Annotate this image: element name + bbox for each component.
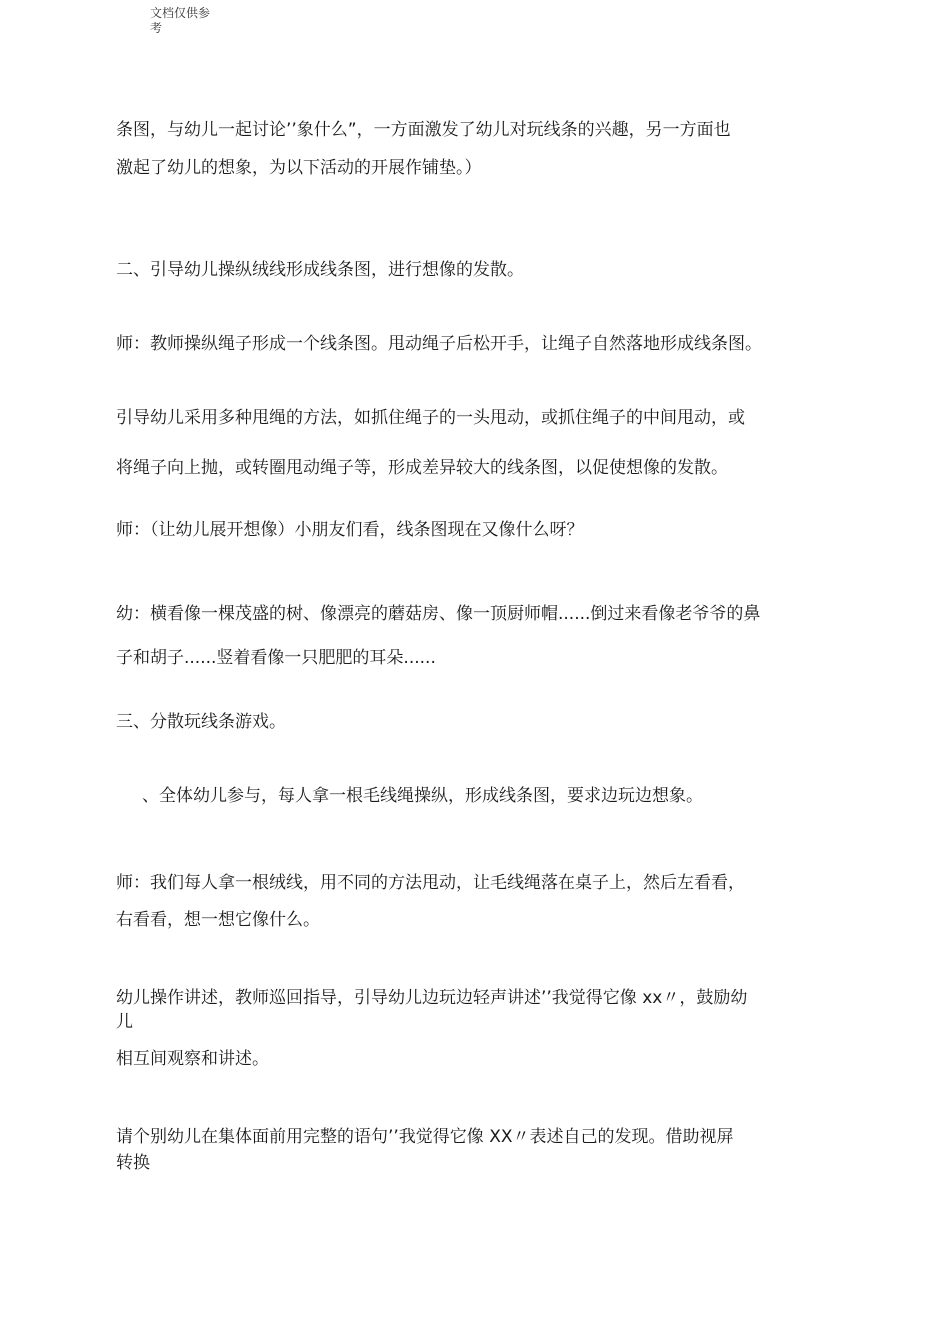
body-line: 师：我们每人拿一根绒线，用不同的方法甩动，让毛线绳落在桌子上，然后左看看， [116, 873, 745, 893]
body-line: 子和胡子......竖着看像一只肥肥的耳朵...... [116, 648, 436, 668]
body-line: 相互间观察和讲述。 [116, 1049, 269, 1069]
body-line: 、全体幼儿参与，每人拿一根毛线绳操纵，形成线条图，要求边玩边想象。 [142, 786, 703, 806]
body-line: 将绳子向上抛，或转圈甩动绳子等，形成差异较大的线条图，以促使想像的发散。 [116, 458, 728, 478]
header-note-line2: 考 [150, 21, 163, 35]
body-line: 请个别幼儿在集体面前用完整的语句’’我觉得它像 XX〃表述自己的发现。借助视屏 [116, 1127, 734, 1147]
section-heading: 三、分散玩线条游戏。 [116, 712, 286, 732]
body-line: 师：教师操纵绳子形成一个线条图。甩动绳子后松开手，让绳子自然落地形成线条图。 [116, 334, 762, 354]
body-line: 转换 [116, 1153, 150, 1173]
body-line: 师：（让幼儿展开想像）小朋友们看，线条图现在又像什么呀？ [116, 520, 584, 540]
body-line: 激起了幼儿的想象，为以下活动的开展作铺垫。） [116, 158, 482, 178]
body-line: 幼儿操作讲述，教师巡回指导，引导幼儿边玩边轻声讲述’’我觉得它像 xx〃，鼓励幼 [116, 988, 748, 1008]
body-line: 儿 [116, 1012, 133, 1032]
header-note [150, 6, 230, 36]
body-line: 引导幼儿采用多种甩绳的方法，如抓住绳子的一头甩动，或抓住绳子的中间甩动，或 [116, 408, 745, 428]
section-heading: 二、引导幼儿操纵绒线形成线条图，进行想像的发散。 [116, 260, 524, 280]
body-line: 幼：横看像一棵茂盛的树、像漂亮的蘑菇房、像一顶厨师帽......倒过来看像老爷爷的鼻 [116, 604, 761, 624]
header-note-line1: 文档仅供参 [150, 6, 211, 20]
body-line: 右看看，想一想它像什么。 [116, 910, 320, 930]
body-line: 条图，与幼儿一起讨论’’象什么”，一方面激发了幼儿对玩线条的兴趣，另一方面也 [116, 120, 731, 140]
